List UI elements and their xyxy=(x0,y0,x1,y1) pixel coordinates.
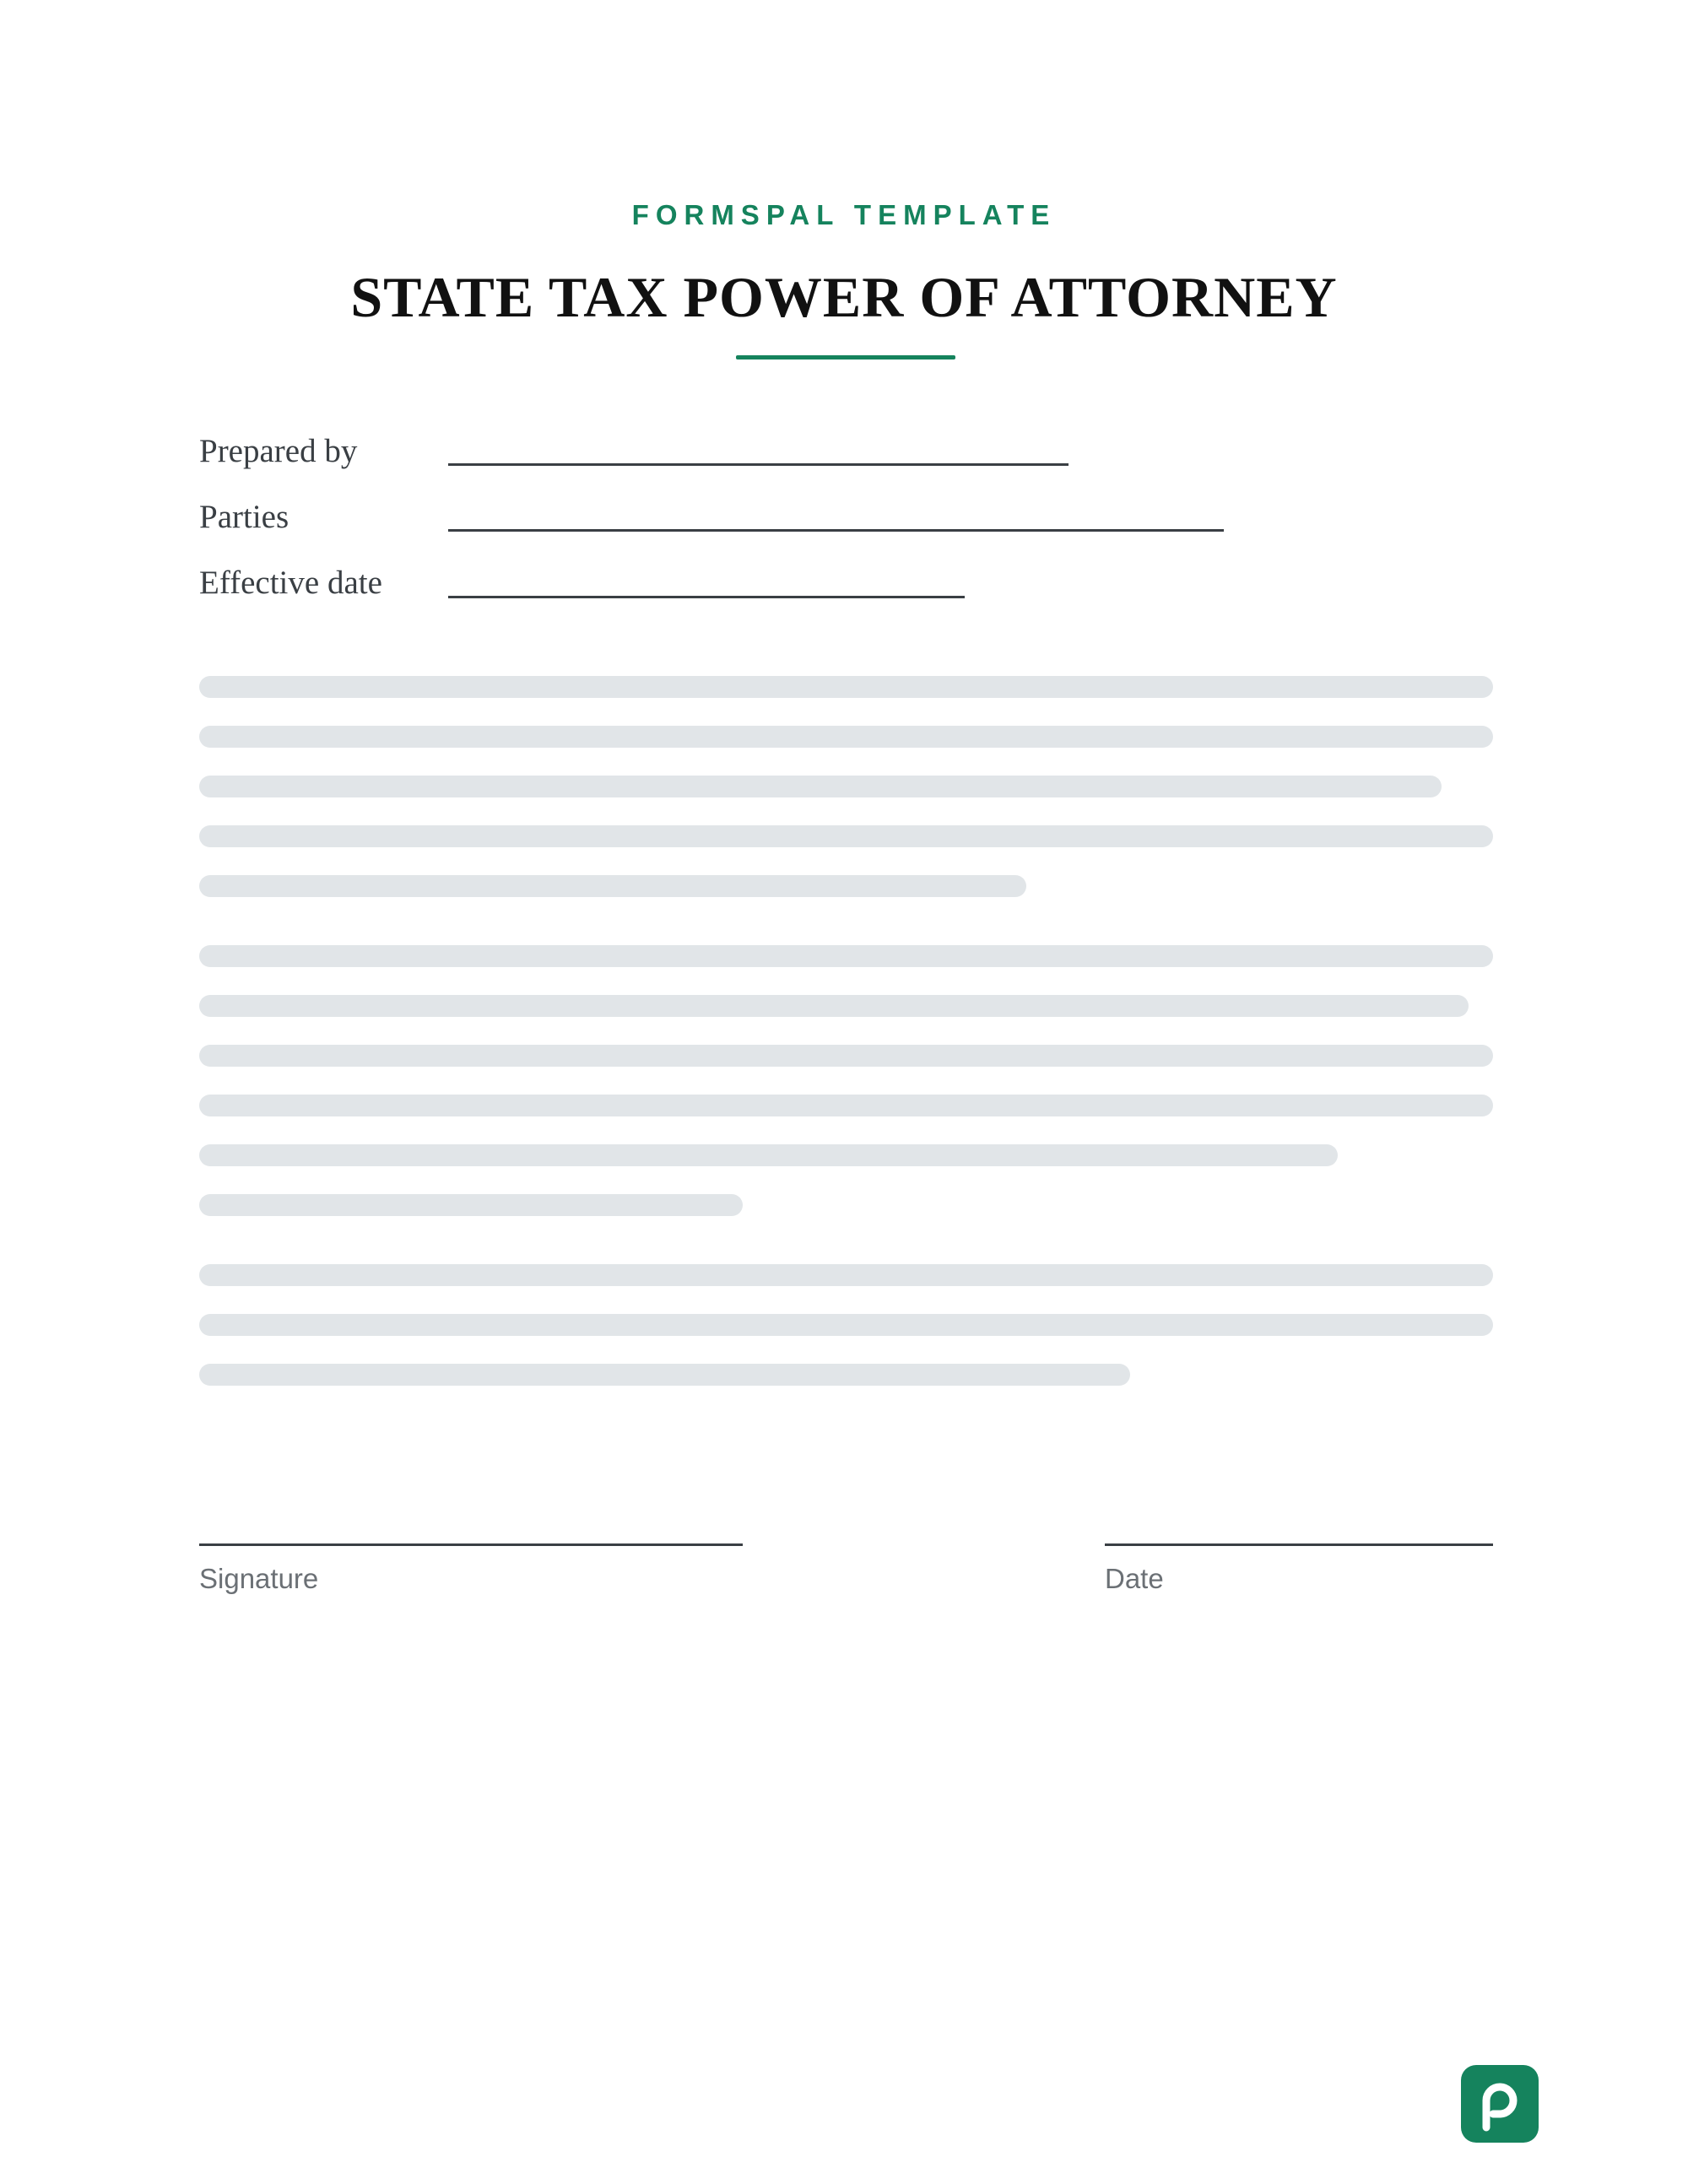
text-placeholder-bar xyxy=(199,945,1493,967)
field-label-prepared-by: Prepared by xyxy=(199,433,358,469)
text-placeholder-bar xyxy=(199,1264,1493,1286)
document-title: STATE TAX POWER OF ATTORNEY xyxy=(350,265,1338,329)
formspal-logo-icon xyxy=(1461,2065,1539,2143)
field-line-effective-date[interactable] xyxy=(448,596,965,598)
text-placeholder-bar xyxy=(199,1095,1493,1116)
text-placeholder-bar xyxy=(199,726,1493,748)
field-label-parties: Parties xyxy=(199,499,289,535)
template-eyebrow: FORMSPAL TEMPLATE xyxy=(631,199,1057,230)
signature-label: Signature xyxy=(199,1563,319,1594)
text-placeholder-bar xyxy=(199,825,1493,847)
title-underline xyxy=(736,355,955,359)
field-line-prepared-by[interactable] xyxy=(448,463,1069,466)
text-placeholder-bar xyxy=(199,1045,1493,1067)
text-placeholder-bar xyxy=(199,875,1026,897)
date-label: Date xyxy=(1105,1563,1164,1594)
text-placeholder-bar xyxy=(199,1364,1130,1386)
text-placeholder-bar xyxy=(199,676,1493,698)
date-line[interactable] xyxy=(1105,1543,1493,1546)
text-placeholder-bar xyxy=(199,1144,1338,1166)
text-placeholder-bar xyxy=(199,995,1469,1017)
text-placeholder-bar xyxy=(199,1314,1493,1336)
text-placeholder-bar xyxy=(199,1194,743,1216)
field-label-effective-date: Effective date xyxy=(199,565,382,601)
field-line-parties[interactable] xyxy=(448,529,1224,532)
text-placeholder-bar xyxy=(199,776,1442,797)
signature-line[interactable] xyxy=(199,1543,743,1546)
